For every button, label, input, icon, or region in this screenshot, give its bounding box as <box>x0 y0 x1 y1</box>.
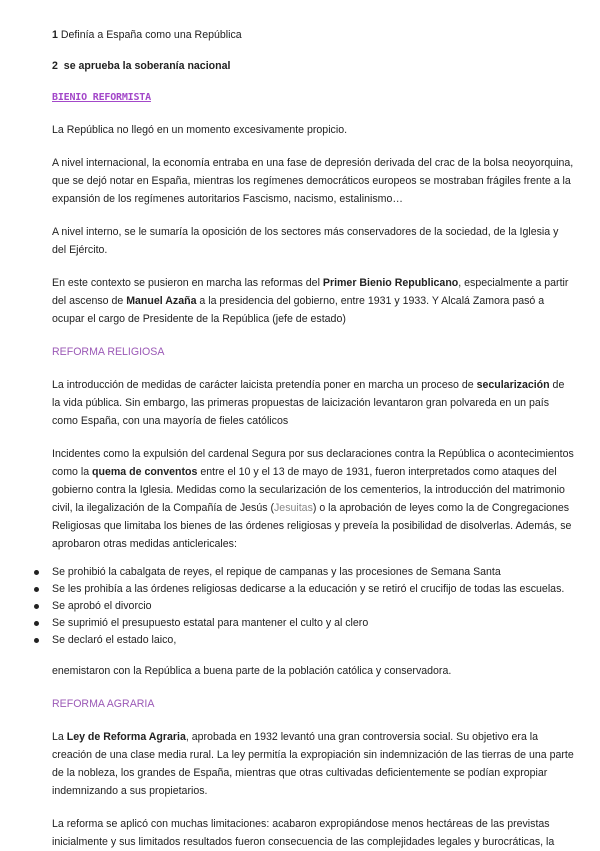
religiosa-p2-part-c: entre el 10 y el 13 de mayo de 1931, fueron interpretados como ataques del gobierno contra la Iglesia. Medidas como la secularización de los cementerios, la introducción del matrimonio civil, la ilegalización de la Compañía de Jesús ( <box>52 466 565 514</box>
bienio-reformista-heading: BIENIO REFORMISTA <box>52 92 151 103</box>
reforma-religiosa-heading: REFORMA RELIGIOSA <box>52 346 165 358</box>
secularizacion-term: secularización <box>476 379 550 391</box>
list-item <box>52 581 574 598</box>
bienio-p4-part-a: En este contexto se pusieron en marcha las reformas del <box>52 277 323 289</box>
religiosa-p2-part-e: ) o la aprobación de leyes como la de Congregaciones Religiosas que limitaba los bienes de las órdenes religiosas y preveía la posibilidad de disolverlas. Además, se aprobaron otras medidas anticlericales: <box>52 502 572 550</box>
bullet-icon <box>34 604 39 609</box>
anticlerical-measures-list <box>52 564 574 649</box>
question-2-text: se aprueba la soberanía nacional <box>63 60 231 72</box>
list-item-text: Se prohibió la cabalgata de reyes, el repique de campanas y las procesiones de Semana Santa <box>52 566 501 578</box>
jesuitas-term: Jesuitas <box>274 502 313 514</box>
question-1 <box>52 26 574 44</box>
list-item-text: Se declaró el estado laico, <box>52 634 177 646</box>
religiosa-paragraph-2 <box>52 445 574 553</box>
question-2-number: 2 <box>52 60 58 72</box>
question-2 <box>52 57 574 75</box>
list-item <box>52 632 574 649</box>
reforma-agraria-heading: REFORMA AGRARIA <box>52 698 155 710</box>
list-item <box>52 564 574 581</box>
bienio-paragraph-4 <box>52 274 574 328</box>
bullet-icon <box>34 638 39 643</box>
bienio-paragraph-1: La República no llegó en un momento excesivamente propicio. <box>52 124 348 136</box>
religiosa-p2-part-a: Incidentes como la expulsión del cardenal Segura por sus declaraciones contra la República o acontecimientos como la <box>52 448 574 478</box>
bullet-icon <box>34 570 39 575</box>
question-1-text: Definía a España como una República <box>60 29 242 41</box>
list-item-text: Se suprimió el presupuesto estatal para mantener el culto y al clero <box>52 617 369 629</box>
bullet-icon <box>34 621 39 626</box>
quema-conventos-term: quema de conventos <box>92 466 198 478</box>
bienio-p4-part-c: , especialmente a partir del ascenso de <box>52 277 569 307</box>
bienio-paragraph-2: A nivel internacional, la economía entraba en una fase de depresión derivada del crac de la bolsa neoyorquina, que se dejó notar en España, mientras los regímenes democráticos europeos se mostraban frágiles frente a la expansión de los regímenes autoritarios Fascismo, nacismo, estalinismo… <box>52 157 574 205</box>
religiosa-p1-part-c: de la vida pública. Sin embargo, las primeras propuestas de laicización levantaron gran polvareda en un país como España, con una mayoría de fieles católicos <box>52 379 565 427</box>
bienio-paragraph-3: A nivel interno, se le sumaría la oposición de los sectores más conservadores de la sociedad, de la Iglesia y del Ejército. <box>52 226 559 256</box>
agraria-p1-part-a: La <box>52 731 67 743</box>
bullet-icon <box>34 587 39 592</box>
religiosa-paragraph-3: enemistaron con la República a buena parte de la población católica y conservadora. <box>52 665 452 677</box>
question-1-number: 1 <box>52 29 58 41</box>
religiosa-paragraph-1 <box>52 376 574 430</box>
manuel-azana-term: Manuel Azaña <box>126 295 197 307</box>
bienio-p4-part-e: a la presidencia del gobierno, entre 1931 y 1933. Y Alcalá Zamora pasó a ocupar el cargo de Presidente de la República (jefe de estado) <box>52 295 545 325</box>
agraria-p1-part-c: , aprobada en 1932 levantó una gran controversia social. Su objetivo era la creación de una clase media rural. La ley permitía la expropiación sin indemnización de las tierras de una parte de la nobleza, los grandes de España, mientras que otras cultivadas deficientemente se podían expropiar indemnizando a sus propietarios. <box>52 731 574 797</box>
bienio-heading-wrap <box>52 88 574 107</box>
primer-bienio-term: Primer Bienio Republicano <box>322 277 459 289</box>
agraria-paragraph-2: La reforma se aplicó con muchas limitaciones: acabaron expropiándose menos hectáreas de las previstas inicialmente y sus limitados resultados fueron consecuencia de las complejidades legales y burocráticas, la <box>52 818 555 848</box>
list-item-text: Se les prohibía a las órdenes religiosas dedicarse a la educación y se retiró el crucifijo de todas las escuelas. <box>52 583 565 595</box>
agraria-paragraph-1 <box>52 728 574 800</box>
list-item <box>52 598 574 615</box>
document-page <box>52 26 574 851</box>
list-item <box>52 615 574 632</box>
ley-reforma-agraria-term: Ley de Reforma Agraria <box>66 731 186 743</box>
list-item-text: Se aprobó el divorcio <box>52 600 152 612</box>
religiosa-p1-part-a: La introducción de medidas de carácter laicista pretendía poner en marcha un proceso de <box>52 379 477 391</box>
